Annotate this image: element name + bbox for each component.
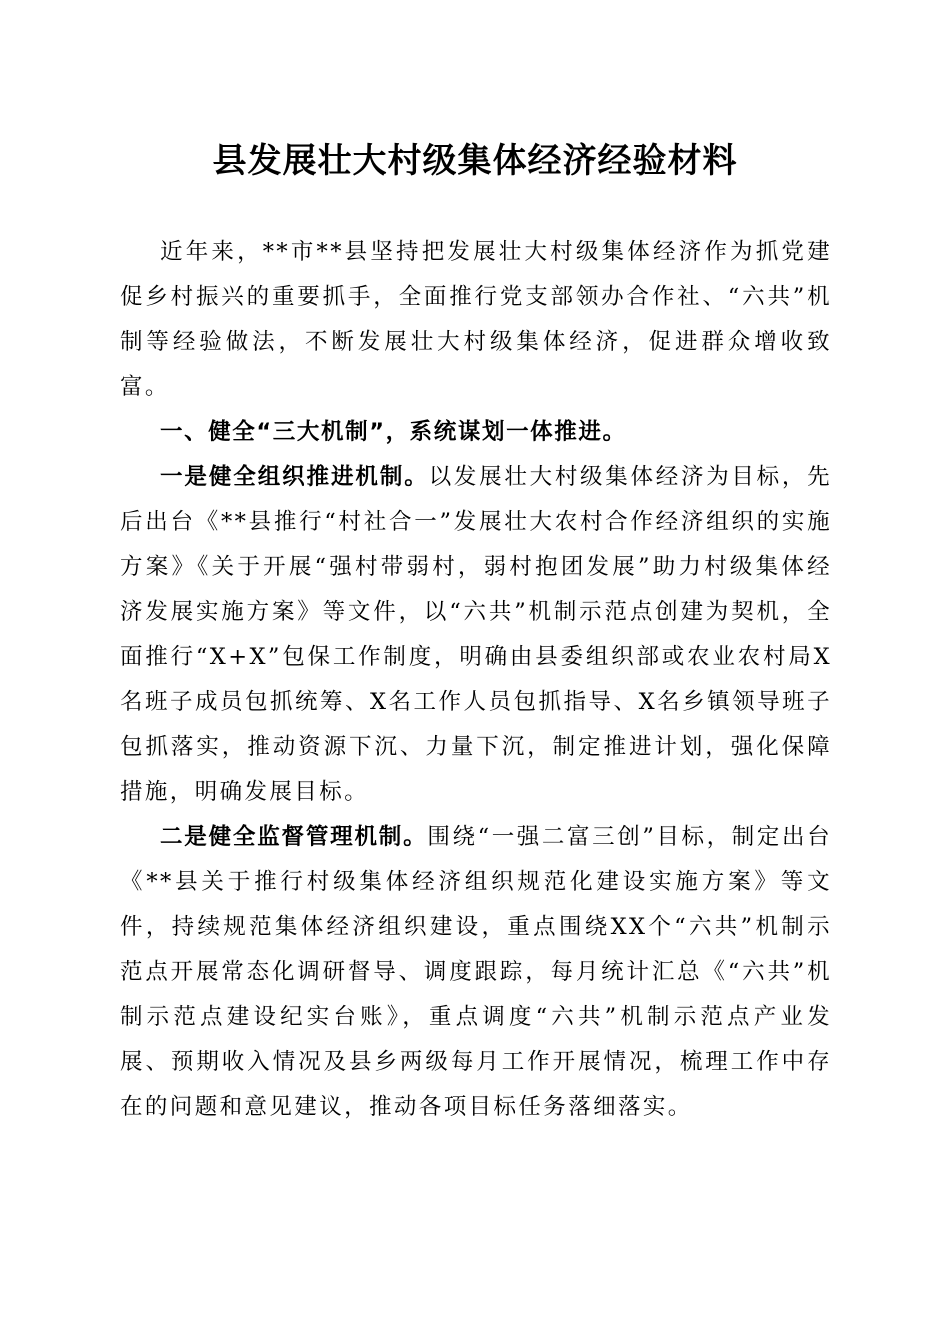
item-one-lead: 一是健全组织推进机制。 <box>160 464 429 490</box>
item-two-text: 围绕“一强二富三创”目标，制定出台《**县关于推行村级集体经济组织规范化建设实施方案》等文件，持续规范集体经济组织建设，重点围绕XX个“六共”机制示范点开展常态化调研督导、调度跟踪，每月统计汇总《“六共”机制示范点建设纪实台账》，重点调度“六共”机制示范点产业发展、预期收入情况及县乡两级每月工作开展情况，梳理工作中存在的问题和意见建议，推动各项目标任务落细落实。 <box>120 824 832 1120</box>
item-two-lead: 二是健全监督管理机制。 <box>160 824 428 850</box>
document-body <box>120 230 832 1130</box>
section-heading: 一、健全“三大机制”，系统谋划一体推进。 <box>160 419 627 445</box>
intro-paragraph: 近年来，**市**县坚持把发展壮大村级集体经济作为抓党建促乡村振兴的重要抓手，全面推行党支部领办合作社、“六共”机制等经验做法，不断发展壮大村级集体经济，促进群众增收致富。 <box>120 239 832 400</box>
item-one-paragraph <box>120 455 832 815</box>
item-two-paragraph <box>120 815 832 1130</box>
document-title: 县发展壮大村级集体经济经验材料 <box>212 141 738 181</box>
item-one-text: 以发展壮大村级集体经济为目标，先后出台《**县推行“村社合一”发展壮大农村合作经济组织的实施方案》《关于开展“强村带弱村，弱村抱团发展”助力村级集体经济发展实施方案》等文件，以“六共”机制示范点创建为契机，全面推行“X+X”包保工作制度，明确由县委组织部或农业农村局X名班子成员包抓统筹、X名工作人员包抓指导、X名乡镇领导班子包抓落实，推动资源下沉、力量下沉，制定推进计划，强化保障措施，明确发展目标。 <box>120 464 832 805</box>
